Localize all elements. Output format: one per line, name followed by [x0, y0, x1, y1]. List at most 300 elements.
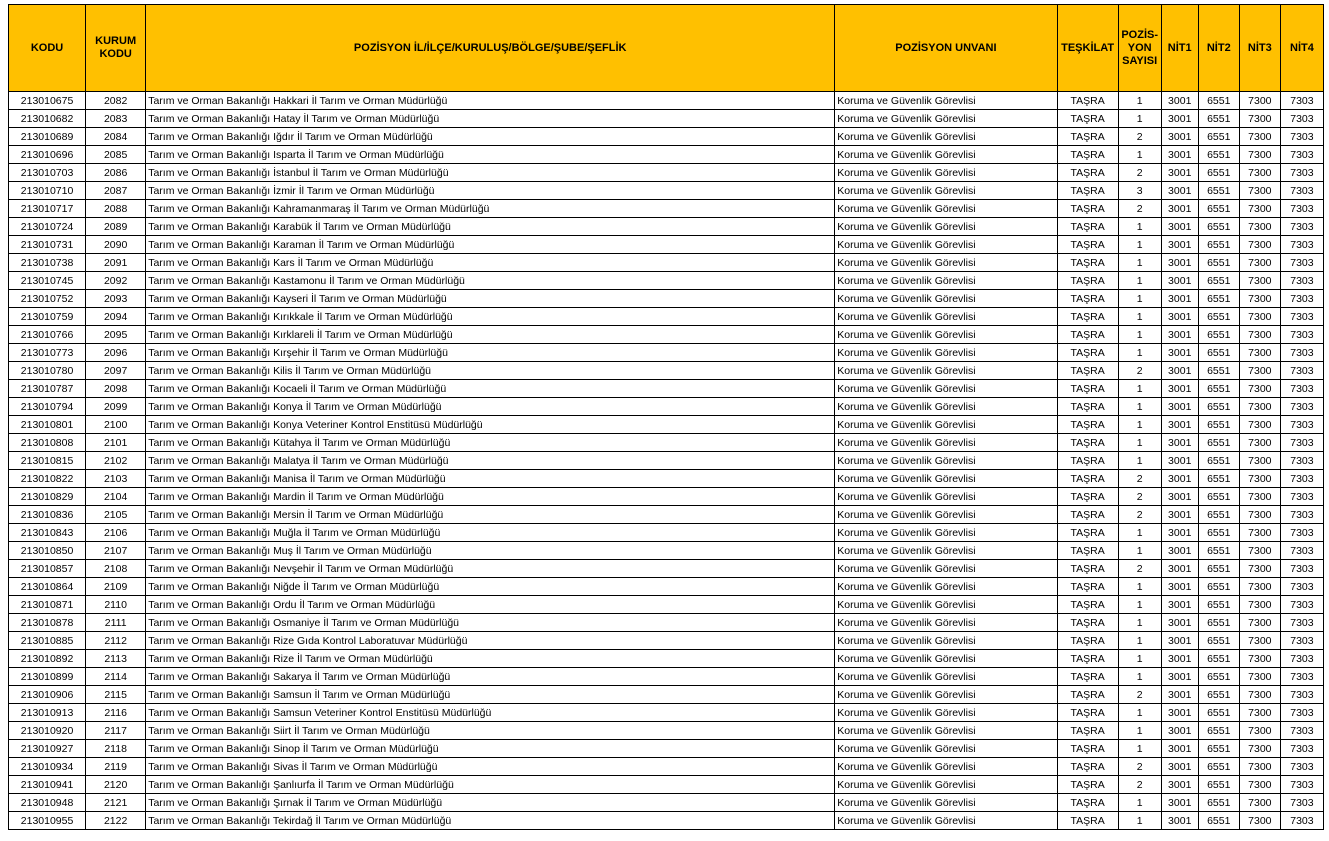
cell-pozisyon-sayisi: 2 [1118, 164, 1161, 182]
cell-pozisyon-yeri: Tarım ve Orman Bakanlığı Kars İl Tarım ve Orman Müdürlüğü [146, 254, 835, 272]
cell-kodu: 213010934 [9, 758, 86, 776]
cell-kurum-kodu: 2090 [86, 236, 146, 254]
cell-kodu: 213010899 [9, 668, 86, 686]
cell-pozisyon-unvani: Koruma ve Güvenlik Görevlisi [835, 560, 1057, 578]
cell-kurum-kodu: 2108 [86, 560, 146, 578]
cell-nit1: 3001 [1161, 236, 1198, 254]
cell-nit3: 7300 [1239, 812, 1280, 830]
cell-nit2: 6551 [1198, 650, 1239, 668]
cell-pozisyon-sayisi: 1 [1118, 452, 1161, 470]
cell-kodu: 213010864 [9, 578, 86, 596]
cell-pozisyon-sayisi: 1 [1118, 254, 1161, 272]
cell-kodu: 213010759 [9, 308, 86, 326]
cell-nit3: 7300 [1239, 344, 1280, 362]
cell-kurum-kodu: 2107 [86, 542, 146, 560]
cell-kodu: 213010801 [9, 416, 86, 434]
cell-kurum-kodu: 2088 [86, 200, 146, 218]
cell-nit1: 3001 [1161, 776, 1198, 794]
cell-pozisyon-sayisi: 1 [1118, 614, 1161, 632]
cell-pozisyon-unvani: Koruma ve Güvenlik Görevlisi [835, 380, 1057, 398]
cell-kodu: 213010808 [9, 434, 86, 452]
cell-teskilat: TAŞRA [1057, 128, 1118, 146]
cell-nit3: 7300 [1239, 200, 1280, 218]
cell-teskilat: TAŞRA [1057, 344, 1118, 362]
cell-kodu: 213010787 [9, 380, 86, 398]
cell-pozisyon-unvani: Koruma ve Güvenlik Görevlisi [835, 650, 1057, 668]
cell-teskilat: TAŞRA [1057, 758, 1118, 776]
cell-nit1: 3001 [1161, 506, 1198, 524]
cell-kodu: 213010892 [9, 650, 86, 668]
cell-pozisyon-yeri: Tarım ve Orman Bakanlığı Rize İl Tarım ve Orman Müdürlüğü [146, 650, 835, 668]
cell-nit3: 7300 [1239, 686, 1280, 704]
cell-nit1: 3001 [1161, 110, 1198, 128]
cell-pozisyon-sayisi: 1 [1118, 416, 1161, 434]
cell-pozisyon-sayisi: 2 [1118, 686, 1161, 704]
table-row [9, 344, 1324, 362]
cell-pozisyon-unvani: Koruma ve Güvenlik Görevlisi [835, 524, 1057, 542]
cell-pozisyon-sayisi: 1 [1118, 146, 1161, 164]
cell-kurum-kodu: 2095 [86, 326, 146, 344]
header-nit2: NİT2 [1198, 5, 1239, 92]
cell-nit4: 7303 [1280, 452, 1323, 470]
cell-nit4: 7303 [1280, 686, 1323, 704]
cell-teskilat: TAŞRA [1057, 596, 1118, 614]
cell-nit2: 6551 [1198, 272, 1239, 290]
cell-pozisyon-yeri: Tarım ve Orman Bakanlığı Nevşehir İl Tarım ve Orman Müdürlüğü [146, 560, 835, 578]
cell-kurum-kodu: 2084 [86, 128, 146, 146]
header-row [9, 5, 1324, 92]
cell-teskilat: TAŞRA [1057, 434, 1118, 452]
cell-pozisyon-sayisi: 1 [1118, 794, 1161, 812]
table-row [9, 164, 1324, 182]
cell-teskilat: TAŞRA [1057, 776, 1118, 794]
cell-nit2: 6551 [1198, 524, 1239, 542]
cell-nit2: 6551 [1198, 398, 1239, 416]
cell-pozisyon-unvani: Koruma ve Güvenlik Görevlisi [835, 452, 1057, 470]
cell-pozisyon-unvani: Koruma ve Güvenlik Görevlisi [835, 416, 1057, 434]
cell-kodu: 213010857 [9, 560, 86, 578]
cell-nit2: 6551 [1198, 812, 1239, 830]
cell-nit4: 7303 [1280, 758, 1323, 776]
cell-nit4: 7303 [1280, 632, 1323, 650]
cell-kodu: 213010920 [9, 722, 86, 740]
cell-kurum-kodu: 2120 [86, 776, 146, 794]
cell-pozisyon-unvani: Koruma ve Güvenlik Görevlisi [835, 488, 1057, 506]
cell-nit4: 7303 [1280, 164, 1323, 182]
cell-teskilat: TAŞRA [1057, 506, 1118, 524]
cell-pozisyon-yeri: Tarım ve Orman Bakanlığı Şanlıurfa İl Tarım ve Orman Müdürlüğü [146, 776, 835, 794]
cell-nit1: 3001 [1161, 272, 1198, 290]
cell-nit2: 6551 [1198, 542, 1239, 560]
cell-pozisyon-unvani: Koruma ve Güvenlik Görevlisi [835, 812, 1057, 830]
cell-nit2: 6551 [1198, 416, 1239, 434]
cell-nit1: 3001 [1161, 92, 1198, 110]
cell-nit4: 7303 [1280, 326, 1323, 344]
cell-pozisyon-yeri: Tarım ve Orman Bakanlığı Karabük İl Tarım ve Orman Müdürlüğü [146, 218, 835, 236]
cell-nit1: 3001 [1161, 812, 1198, 830]
cell-nit2: 6551 [1198, 308, 1239, 326]
cell-pozisyon-sayisi: 1 [1118, 218, 1161, 236]
cell-nit1: 3001 [1161, 596, 1198, 614]
cell-nit3: 7300 [1239, 434, 1280, 452]
cell-nit3: 7300 [1239, 632, 1280, 650]
cell-nit4: 7303 [1280, 794, 1323, 812]
cell-nit3: 7300 [1239, 794, 1280, 812]
cell-pozisyon-yeri: Tarım ve Orman Bakanlığı Muğla İl Tarım ve Orman Müdürlüğü [146, 524, 835, 542]
cell-pozisyon-yeri: Tarım ve Orman Bakanlığı Rize Gıda Kontrol Laboratuvar Müdürlüğü [146, 632, 835, 650]
cell-pozisyon-unvani: Koruma ve Güvenlik Görevlisi [835, 236, 1057, 254]
cell-pozisyon-unvani: Koruma ve Güvenlik Görevlisi [835, 578, 1057, 596]
cell-nit3: 7300 [1239, 578, 1280, 596]
cell-nit3: 7300 [1239, 452, 1280, 470]
cell-nit1: 3001 [1161, 398, 1198, 416]
cell-pozisyon-unvani: Koruma ve Güvenlik Görevlisi [835, 506, 1057, 524]
cell-nit2: 6551 [1198, 632, 1239, 650]
cell-nit1: 3001 [1161, 668, 1198, 686]
cell-nit1: 3001 [1161, 344, 1198, 362]
cell-pozisyon-yeri: Tarım ve Orman Bakanlığı Hakkari İl Tarım ve Orman Müdürlüğü [146, 92, 835, 110]
cell-kurum-kodu: 2104 [86, 488, 146, 506]
cell-kodu: 213010948 [9, 794, 86, 812]
cell-nit3: 7300 [1239, 596, 1280, 614]
cell-nit1: 3001 [1161, 686, 1198, 704]
cell-kurum-kodu: 2097 [86, 362, 146, 380]
cell-nit3: 7300 [1239, 758, 1280, 776]
cell-pozisyon-yeri: Tarım ve Orman Bakanlığı Samsun Veteriner Kontrol Enstitüsü Müdürlüğü [146, 704, 835, 722]
cell-pozisyon-yeri: Tarım ve Orman Bakanlığı Tekirdağ İl Tarım ve Orman Müdürlüğü [146, 812, 835, 830]
cell-nit4: 7303 [1280, 506, 1323, 524]
cell-nit3: 7300 [1239, 506, 1280, 524]
cell-kodu: 213010738 [9, 254, 86, 272]
cell-kurum-kodu: 2117 [86, 722, 146, 740]
table-row [9, 254, 1324, 272]
table-row [9, 650, 1324, 668]
cell-pozisyon-unvani: Koruma ve Güvenlik Görevlisi [835, 308, 1057, 326]
cell-pozisyon-yeri: Tarım ve Orman Bakanlığı Şırnak İl Tarım ve Orman Müdürlüğü [146, 794, 835, 812]
cell-nit4: 7303 [1280, 524, 1323, 542]
header-pozisyon-yeri: POZİSYON İL/İLÇE/KURULUŞ/BÖLGE/ŞUBE/ŞEFLİK [146, 5, 835, 92]
cell-pozisyon-unvani: Koruma ve Güvenlik Görevlisi [835, 398, 1057, 416]
cell-kodu: 213010731 [9, 236, 86, 254]
cell-teskilat: TAŞRA [1057, 380, 1118, 398]
cell-teskilat: TAŞRA [1057, 704, 1118, 722]
cell-pozisyon-yeri: Tarım ve Orman Bakanlığı Kırşehir İl Tarım ve Orman Müdürlüğü [146, 344, 835, 362]
cell-kurum-kodu: 2112 [86, 632, 146, 650]
cell-nit3: 7300 [1239, 614, 1280, 632]
cell-nit3: 7300 [1239, 290, 1280, 308]
cell-nit4: 7303 [1280, 578, 1323, 596]
cell-kurum-kodu: 2101 [86, 434, 146, 452]
cell-pozisyon-yeri: Tarım ve Orman Bakanlığı Konya Veteriner Kontrol Enstitüsü Müdürlüğü [146, 416, 835, 434]
cell-nit3: 7300 [1239, 92, 1280, 110]
cell-pozisyon-yeri: Tarım ve Orman Bakanlığı Kayseri İl Tarım ve Orman Müdürlüğü [146, 290, 835, 308]
cell-nit4: 7303 [1280, 722, 1323, 740]
cell-pozisyon-sayisi: 3 [1118, 182, 1161, 200]
cell-teskilat: TAŞRA [1057, 686, 1118, 704]
cell-teskilat: TAŞRA [1057, 362, 1118, 380]
cell-nit2: 6551 [1198, 596, 1239, 614]
table-row [9, 380, 1324, 398]
cell-pozisyon-unvani: Koruma ve Güvenlik Görevlisi [835, 362, 1057, 380]
cell-pozisyon-unvani: Koruma ve Güvenlik Görevlisi [835, 92, 1057, 110]
cell-nit3: 7300 [1239, 650, 1280, 668]
cell-nit2: 6551 [1198, 362, 1239, 380]
cell-nit3: 7300 [1239, 128, 1280, 146]
cell-nit3: 7300 [1239, 722, 1280, 740]
cell-nit4: 7303 [1280, 416, 1323, 434]
cell-nit2: 6551 [1198, 704, 1239, 722]
cell-pozisyon-yeri: Tarım ve Orman Bakanlığı Samsun İl Tarım ve Orman Müdürlüğü [146, 686, 835, 704]
cell-teskilat: TAŞRA [1057, 668, 1118, 686]
cell-pozisyon-yeri: Tarım ve Orman Bakanlığı Kırklareli İl Tarım ve Orman Müdürlüğü [146, 326, 835, 344]
cell-nit2: 6551 [1198, 470, 1239, 488]
cell-pozisyon-unvani: Koruma ve Güvenlik Görevlisi [835, 794, 1057, 812]
cell-nit1: 3001 [1161, 362, 1198, 380]
cell-teskilat: TAŞRA [1057, 740, 1118, 758]
cell-pozisyon-sayisi: 1 [1118, 812, 1161, 830]
cell-pozisyon-sayisi: 1 [1118, 110, 1161, 128]
cell-pozisyon-sayisi: 2 [1118, 560, 1161, 578]
cell-pozisyon-sayisi: 1 [1118, 434, 1161, 452]
cell-nit2: 6551 [1198, 218, 1239, 236]
cell-pozisyon-sayisi: 1 [1118, 344, 1161, 362]
cell-nit4: 7303 [1280, 650, 1323, 668]
cell-pozisyon-unvani: Koruma ve Güvenlik Görevlisi [835, 668, 1057, 686]
cell-kodu: 213010773 [9, 344, 86, 362]
table-row [9, 668, 1324, 686]
cell-pozisyon-yeri: Tarım ve Orman Bakanlığı Sakarya İl Tarım ve Orman Müdürlüğü [146, 668, 835, 686]
cell-teskilat: TAŞRA [1057, 722, 1118, 740]
cell-kodu: 213010941 [9, 776, 86, 794]
cell-pozisyon-unvani: Koruma ve Güvenlik Görevlisi [835, 290, 1057, 308]
cell-pozisyon-unvani: Koruma ve Güvenlik Görevlisi [835, 200, 1057, 218]
cell-nit1: 3001 [1161, 578, 1198, 596]
cell-nit2: 6551 [1198, 668, 1239, 686]
cell-nit1: 3001 [1161, 290, 1198, 308]
cell-kodu: 213010836 [9, 506, 86, 524]
cell-teskilat: TAŞRA [1057, 200, 1118, 218]
cell-kodu: 213010885 [9, 632, 86, 650]
cell-nit4: 7303 [1280, 128, 1323, 146]
cell-teskilat: TAŞRA [1057, 236, 1118, 254]
cell-nit4: 7303 [1280, 92, 1323, 110]
cell-pozisyon-sayisi: 1 [1118, 326, 1161, 344]
cell-nit4: 7303 [1280, 272, 1323, 290]
cell-kurum-kodu: 2082 [86, 92, 146, 110]
table-row [9, 146, 1324, 164]
cell-teskilat: TAŞRA [1057, 650, 1118, 668]
table-row [9, 128, 1324, 146]
cell-nit2: 6551 [1198, 92, 1239, 110]
cell-kurum-kodu: 2096 [86, 344, 146, 362]
cell-nit3: 7300 [1239, 236, 1280, 254]
cell-nit1: 3001 [1161, 632, 1198, 650]
cell-nit2: 6551 [1198, 740, 1239, 758]
cell-pozisyon-sayisi: 2 [1118, 362, 1161, 380]
cell-pozisyon-unvani: Koruma ve Güvenlik Görevlisi [835, 632, 1057, 650]
cell-kodu: 213010710 [9, 182, 86, 200]
cell-teskilat: TAŞRA [1057, 452, 1118, 470]
header-nit3: NİT3 [1239, 5, 1280, 92]
cell-nit2: 6551 [1198, 128, 1239, 146]
cell-nit1: 3001 [1161, 308, 1198, 326]
table-row [9, 398, 1324, 416]
cell-pozisyon-unvani: Koruma ve Güvenlik Görevlisi [835, 686, 1057, 704]
cell-kodu: 213010815 [9, 452, 86, 470]
cell-teskilat: TAŞRA [1057, 326, 1118, 344]
cell-kurum-kodu: 2083 [86, 110, 146, 128]
cell-pozisyon-sayisi: 2 [1118, 488, 1161, 506]
cell-pozisyon-unvani: Koruma ve Güvenlik Görevlisi [835, 182, 1057, 200]
cell-teskilat: TAŞRA [1057, 164, 1118, 182]
cell-nit1: 3001 [1161, 164, 1198, 182]
cell-nit1: 3001 [1161, 524, 1198, 542]
cell-kurum-kodu: 2110 [86, 596, 146, 614]
cell-pozisyon-unvani: Koruma ve Güvenlik Görevlisi [835, 776, 1057, 794]
cell-pozisyon-sayisi: 1 [1118, 704, 1161, 722]
cell-nit1: 3001 [1161, 614, 1198, 632]
cell-pozisyon-yeri: Tarım ve Orman Bakanlığı Kırıkkale İl Tarım ve Orman Müdürlüğü [146, 308, 835, 326]
cell-pozisyon-yeri: Tarım ve Orman Bakanlığı Kütahya İl Tarım ve Orman Müdürlüğü [146, 434, 835, 452]
cell-kodu: 213010724 [9, 218, 86, 236]
cell-nit3: 7300 [1239, 110, 1280, 128]
cell-nit4: 7303 [1280, 236, 1323, 254]
cell-teskilat: TAŞRA [1057, 578, 1118, 596]
cell-pozisyon-sayisi: 1 [1118, 668, 1161, 686]
cell-teskilat: TAŞRA [1057, 812, 1118, 830]
cell-teskilat: TAŞRA [1057, 110, 1118, 128]
cell-nit3: 7300 [1239, 182, 1280, 200]
table-header [9, 5, 1324, 92]
position-table [8, 4, 1324, 830]
table-row [9, 290, 1324, 308]
cell-pozisyon-unvani: Koruma ve Güvenlik Görevlisi [835, 596, 1057, 614]
cell-nit3: 7300 [1239, 254, 1280, 272]
cell-nit1: 3001 [1161, 380, 1198, 398]
cell-pozisyon-yeri: Tarım ve Orman Bakanlığı İzmir İl Tarım ve Orman Müdürlüğü [146, 182, 835, 200]
cell-kurum-kodu: 2119 [86, 758, 146, 776]
cell-kodu: 213010696 [9, 146, 86, 164]
cell-nit2: 6551 [1198, 236, 1239, 254]
cell-nit2: 6551 [1198, 776, 1239, 794]
cell-pozisyon-yeri: Tarım ve Orman Bakanlığı Osmaniye İl Tarım ve Orman Müdürlüğü [146, 614, 835, 632]
table-row [9, 632, 1324, 650]
cell-nit4: 7303 [1280, 560, 1323, 578]
cell-kurum-kodu: 2086 [86, 164, 146, 182]
cell-kodu: 213010745 [9, 272, 86, 290]
cell-pozisyon-sayisi: 1 [1118, 380, 1161, 398]
cell-teskilat: TAŞRA [1057, 146, 1118, 164]
cell-teskilat: TAŞRA [1057, 524, 1118, 542]
cell-kurum-kodu: 2092 [86, 272, 146, 290]
cell-kodu: 213010682 [9, 110, 86, 128]
cell-pozisyon-yeri: Tarım ve Orman Bakanlığı Kocaeli İl Tarım ve Orman Müdürlüğü [146, 380, 835, 398]
table-row [9, 470, 1324, 488]
cell-pozisyon-sayisi: 1 [1118, 308, 1161, 326]
cell-nit2: 6551 [1198, 146, 1239, 164]
cell-pozisyon-sayisi: 1 [1118, 596, 1161, 614]
table-row [9, 218, 1324, 236]
cell-nit3: 7300 [1239, 524, 1280, 542]
cell-nit1: 3001 [1161, 434, 1198, 452]
cell-nit1: 3001 [1161, 794, 1198, 812]
cell-pozisyon-sayisi: 1 [1118, 272, 1161, 290]
cell-nit1: 3001 [1161, 146, 1198, 164]
cell-nit4: 7303 [1280, 596, 1323, 614]
cell-teskilat: TAŞRA [1057, 290, 1118, 308]
table-row [9, 416, 1324, 434]
cell-kodu: 213010843 [9, 524, 86, 542]
cell-pozisyon-unvani: Koruma ve Güvenlik Görevlisi [835, 128, 1057, 146]
cell-nit1: 3001 [1161, 128, 1198, 146]
cell-pozisyon-sayisi: 1 [1118, 650, 1161, 668]
table-row [9, 236, 1324, 254]
table-row [9, 308, 1324, 326]
cell-nit2: 6551 [1198, 578, 1239, 596]
table-row [9, 596, 1324, 614]
cell-pozisyon-unvani: Koruma ve Güvenlik Görevlisi [835, 614, 1057, 632]
cell-kurum-kodu: 2114 [86, 668, 146, 686]
cell-kodu: 213010906 [9, 686, 86, 704]
cell-pozisyon-yeri: Tarım ve Orman Bakanlığı Mardin İl Tarım ve Orman Müdürlüğü [146, 488, 835, 506]
cell-nit4: 7303 [1280, 218, 1323, 236]
cell-nit2: 6551 [1198, 506, 1239, 524]
cell-nit4: 7303 [1280, 542, 1323, 560]
cell-kurum-kodu: 2116 [86, 704, 146, 722]
cell-kodu: 213010717 [9, 200, 86, 218]
cell-nit3: 7300 [1239, 416, 1280, 434]
header-pozisyon-unvani: POZİSYON UNVANI [835, 5, 1057, 92]
cell-nit4: 7303 [1280, 110, 1323, 128]
cell-nit3: 7300 [1239, 164, 1280, 182]
cell-nit1: 3001 [1161, 650, 1198, 668]
cell-kodu: 213010927 [9, 740, 86, 758]
table-row [9, 506, 1324, 524]
cell-pozisyon-sayisi: 1 [1118, 236, 1161, 254]
cell-nit4: 7303 [1280, 362, 1323, 380]
cell-pozisyon-yeri: Tarım ve Orman Bakanlığı Kilis İl Tarım ve Orman Müdürlüğü [146, 362, 835, 380]
cell-nit3: 7300 [1239, 326, 1280, 344]
cell-nit3: 7300 [1239, 398, 1280, 416]
cell-nit4: 7303 [1280, 704, 1323, 722]
cell-pozisyon-yeri: Tarım ve Orman Bakanlığı Mersin İl Tarım ve Orman Müdürlüğü [146, 506, 835, 524]
table-row [9, 434, 1324, 452]
cell-pozisyon-yeri: Tarım ve Orman Bakanlığı Isparta İl Tarım ve Orman Müdürlüğü [146, 146, 835, 164]
cell-kodu: 213010703 [9, 164, 86, 182]
cell-nit4: 7303 [1280, 470, 1323, 488]
cell-kurum-kodu: 2118 [86, 740, 146, 758]
cell-kodu: 213010850 [9, 542, 86, 560]
cell-nit1: 3001 [1161, 326, 1198, 344]
header-kodu: KODU [9, 5, 86, 92]
cell-nit2: 6551 [1198, 182, 1239, 200]
cell-nit4: 7303 [1280, 776, 1323, 794]
cell-nit2: 6551 [1198, 380, 1239, 398]
cell-nit4: 7303 [1280, 812, 1323, 830]
cell-kodu: 213010780 [9, 362, 86, 380]
cell-nit4: 7303 [1280, 182, 1323, 200]
cell-pozisyon-unvani: Koruma ve Güvenlik Görevlisi [835, 254, 1057, 272]
cell-teskilat: TAŞRA [1057, 272, 1118, 290]
cell-pozisyon-unvani: Koruma ve Güvenlik Görevlisi [835, 272, 1057, 290]
cell-nit3: 7300 [1239, 362, 1280, 380]
cell-teskilat: TAŞRA [1057, 614, 1118, 632]
cell-pozisyon-sayisi: 2 [1118, 506, 1161, 524]
cell-teskilat: TAŞRA [1057, 416, 1118, 434]
cell-nit4: 7303 [1280, 380, 1323, 398]
cell-kodu: 213010752 [9, 290, 86, 308]
cell-nit3: 7300 [1239, 542, 1280, 560]
